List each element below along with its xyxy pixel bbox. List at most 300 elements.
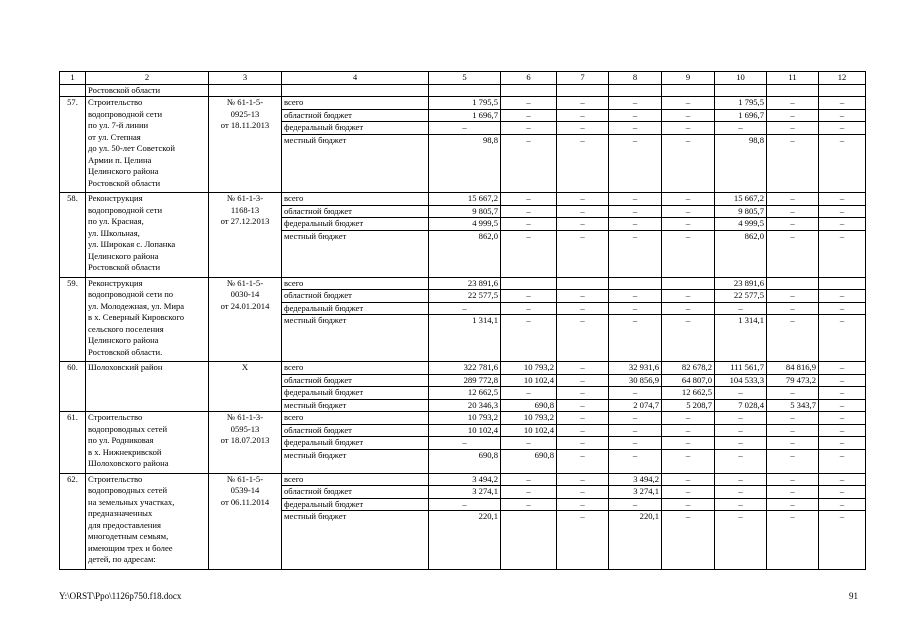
- document-ref: [209, 473, 282, 569]
- amount-cell: –: [501, 205, 557, 218]
- amount-cell: –: [819, 109, 866, 122]
- header-cell: 10: [715, 72, 767, 85]
- amount-cell: –: [819, 449, 866, 473]
- amount-cell: –: [429, 498, 501, 511]
- object-name-line: многодетным семьям,: [88, 531, 169, 541]
- table-row: [60, 193, 866, 206]
- amount-cell: –: [715, 498, 767, 511]
- amount-cell: –: [767, 134, 819, 193]
- amount-cell: –: [609, 109, 662, 122]
- amount-cell: –: [715, 302, 767, 315]
- row-number: 60.: [60, 362, 86, 412]
- amount-cell: –: [557, 109, 609, 122]
- amount-cell: 3 494,2: [429, 473, 501, 486]
- amount-cell: [819, 277, 866, 290]
- amount-cell: –: [609, 315, 662, 362]
- amount-cell: 64 807,0: [662, 374, 715, 387]
- amount-cell: –: [609, 387, 662, 400]
- amount-cell: 98,8: [429, 134, 501, 193]
- amount-cell: 10 793,2: [501, 362, 557, 375]
- row-number: 58.: [60, 193, 86, 278]
- document-ref-line: № 61-1-5-: [226, 277, 264, 288]
- object-name-line: сельского поселения: [88, 323, 164, 334]
- amount-cell: –: [609, 290, 662, 303]
- amount-cell: –: [557, 486, 609, 499]
- table-row: [60, 97, 866, 110]
- amount-cell: –: [557, 315, 609, 362]
- amount-cell: –: [767, 218, 819, 231]
- funding-source: местный бюджет: [282, 511, 429, 570]
- amount-cell: –: [715, 449, 767, 473]
- amount-cell: –: [662, 109, 715, 122]
- amount-cell: –: [767, 511, 819, 570]
- footer-page-number: 91: [849, 591, 858, 601]
- amount-cell: 10 793,2: [501, 412, 557, 425]
- amount-cell: –: [819, 302, 866, 315]
- document-ref: [209, 193, 282, 278]
- document-ref: [209, 277, 282, 362]
- header-cell: 12: [819, 72, 866, 85]
- table-row: [60, 412, 866, 425]
- amount-cell: –: [609, 498, 662, 511]
- document-ref-line: № 61-1-3-: [226, 412, 264, 422]
- amount-cell: 10 102,4: [501, 374, 557, 387]
- amount-cell: 690,8: [501, 449, 557, 473]
- document-ref-line: 1168-13: [230, 204, 260, 215]
- amount-cell: –: [501, 290, 557, 303]
- amount-cell: –: [662, 449, 715, 473]
- amount-cell: –: [557, 449, 609, 473]
- amount-cell: –: [501, 97, 557, 110]
- amount-cell: –: [715, 387, 767, 400]
- document-ref-line: от 06.11.2014: [220, 496, 270, 507]
- amount-cell: –: [662, 315, 715, 362]
- object-name-line: по ул. 7-й линии: [88, 120, 149, 130]
- document-ref-line: от 27.12.2013: [220, 216, 270, 226]
- amount-cell: 1 795,5: [715, 97, 767, 110]
- amount-cell: 862,0: [429, 230, 501, 277]
- document-ref: [209, 362, 282, 412]
- header-cell: 2: [86, 72, 209, 85]
- amount-cell: –: [767, 122, 819, 135]
- object-name: [86, 193, 209, 278]
- amount-cell: –: [557, 424, 609, 437]
- amount-cell: 23 891,6: [715, 277, 767, 290]
- amount-cell: –: [557, 498, 609, 511]
- document-ref-line: Х: [241, 362, 249, 372]
- object-name-line: Шолоховский район: [88, 362, 163, 372]
- amount-cell: 690,8: [501, 399, 557, 412]
- amount-cell: –: [501, 473, 557, 486]
- amount-cell: –: [715, 437, 767, 450]
- object-name: [86, 362, 209, 412]
- amount-cell: 322 781,6: [429, 362, 501, 375]
- amount-cell: 220,1: [609, 511, 662, 570]
- amount-cell: –: [557, 302, 609, 315]
- amount-cell: –: [819, 412, 866, 425]
- amount-cell: 220,1: [429, 511, 501, 570]
- amount-cell: –: [819, 134, 866, 193]
- object-name-line: на земельных участках,: [88, 496, 175, 507]
- amount-cell: –: [715, 122, 767, 135]
- amount-cell: –: [662, 486, 715, 499]
- amount-cell: –: [609, 205, 662, 218]
- amount-cell: –: [662, 134, 715, 193]
- amount-cell: –: [767, 498, 819, 511]
- amount-cell: –: [767, 97, 819, 110]
- amount-cell: 104 533,3: [715, 374, 767, 387]
- funding-source: всего: [282, 473, 429, 486]
- amount-cell: –: [609, 449, 662, 473]
- funding-source: местный бюджет: [282, 449, 429, 473]
- object-name-line: Реконструкция: [88, 277, 143, 288]
- document-ref-line: от 18.07.2013: [220, 435, 270, 445]
- amount-cell: –: [767, 290, 819, 303]
- object-name-line: Целинского района: [88, 335, 159, 345]
- amount-cell: –: [609, 302, 662, 315]
- amount-cell: –: [819, 290, 866, 303]
- table-row: [60, 362, 866, 375]
- amount-cell: –: [501, 109, 557, 122]
- amount-cell: 5 208,7: [662, 399, 715, 412]
- amount-cell: –: [819, 362, 866, 375]
- amount-cell: [662, 277, 715, 290]
- document-ref-line: 0925-13: [230, 108, 260, 119]
- funding-source: федеральный бюджет: [282, 122, 429, 135]
- amount-cell: 10 102,4: [501, 424, 557, 437]
- continuation-row: [60, 84, 866, 97]
- funding-source: областной бюджет: [282, 205, 429, 218]
- header-cell: 4: [282, 72, 429, 85]
- amount-cell: –: [767, 302, 819, 315]
- amount-cell: –: [609, 97, 662, 110]
- funding-source: всего: [282, 193, 429, 206]
- amount-cell: –: [662, 230, 715, 277]
- header-cell: 9: [662, 72, 715, 85]
- amount-cell: 30 856,9: [609, 374, 662, 387]
- amount-cell: –: [819, 511, 866, 570]
- amount-cell: [609, 277, 662, 290]
- object-name-line: ул. Молодежная, ул. Мира: [88, 300, 185, 311]
- object-name-line: Строительство: [88, 97, 143, 107]
- amount-cell: 32 931,6: [609, 362, 662, 375]
- document-ref-line: № 61-1-5-: [226, 97, 264, 107]
- amount-cell: –: [662, 424, 715, 437]
- amount-cell: –: [767, 205, 819, 218]
- amount-cell: 9 805,7: [429, 205, 501, 218]
- amount-cell: –: [662, 290, 715, 303]
- object-name-line: Ростовской области.: [88, 346, 163, 357]
- amount-cell: –: [557, 374, 609, 387]
- header-cell: 8: [609, 72, 662, 85]
- amount-cell: –: [501, 437, 557, 450]
- amount-cell: –: [662, 511, 715, 570]
- amount-cell: –: [429, 302, 501, 315]
- funding-source: всего: [282, 362, 429, 375]
- object-name-line: от ул. Степная: [88, 131, 141, 142]
- amount-cell: –: [662, 302, 715, 315]
- amount-cell: 22 577,5: [429, 290, 501, 303]
- amount-cell: 10 793,2: [429, 412, 501, 425]
- object-name-line: ул. Широкая с. Лопанка: [88, 239, 176, 249]
- amount-cell: 12 662,5: [429, 387, 501, 400]
- amount-cell: 98,8: [715, 134, 767, 193]
- row-number: 57.: [60, 97, 86, 193]
- amount-cell: 1 696,7: [715, 109, 767, 122]
- amount-cell: 1 795,5: [429, 97, 501, 110]
- amount-cell: –: [662, 412, 715, 425]
- amount-cell: –: [501, 387, 557, 400]
- funding-source: федеральный бюджет: [282, 302, 429, 315]
- amount-cell: [501, 511, 557, 570]
- document-ref-line: 0030-14: [230, 289, 260, 299]
- object-name-line: ул. Школьная,: [88, 227, 140, 238]
- amount-cell: –: [429, 122, 501, 135]
- amount-cell: –: [557, 511, 609, 570]
- funding-source: областной бюджет: [282, 486, 429, 499]
- amount-cell: –: [501, 193, 557, 206]
- object-name-line: по ул. Красная,: [88, 216, 144, 226]
- document-ref: [209, 412, 282, 474]
- amount-cell: –: [609, 230, 662, 277]
- amount-cell: –: [557, 193, 609, 206]
- document-ref-line: № 61-1-3-: [226, 193, 264, 203]
- object-name-line: в х. Северный Кировского: [88, 312, 185, 322]
- amount-cell: 84 816,9: [767, 362, 819, 375]
- amount-cell: –: [501, 302, 557, 315]
- amount-cell: –: [662, 205, 715, 218]
- object-name-line: Строительство: [88, 473, 143, 484]
- amount-cell: 79 473,2: [767, 374, 819, 387]
- amount-cell: 15 667,2: [715, 193, 767, 206]
- amount-cell: –: [767, 193, 819, 206]
- amount-cell: 3 494,2: [609, 473, 662, 486]
- header-row: [60, 72, 866, 85]
- amount-cell: –: [662, 498, 715, 511]
- object-name: [86, 97, 209, 193]
- amount-cell: 82 678,2: [662, 362, 715, 375]
- amount-cell: –: [662, 473, 715, 486]
- funding-source: областной бюджет: [282, 374, 429, 387]
- header-cell: 3: [209, 72, 282, 85]
- amount-cell: 22 577,5: [715, 290, 767, 303]
- amount-cell: –: [819, 122, 866, 135]
- document-ref-line: 0539-14: [230, 485, 260, 495]
- amount-cell: 1 696,7: [429, 109, 501, 122]
- object-name-line: до ул. 50-лет Советской: [88, 143, 175, 153]
- footer-file-path: Y:\ORST\Ppo\1126p750.f18.docx: [59, 591, 182, 601]
- amount-cell: –: [429, 437, 501, 450]
- object-name-line: Армии п. Целина: [88, 154, 152, 165]
- budget-table: [59, 71, 866, 570]
- funding-source: всего: [282, 97, 429, 110]
- object-name-line: по ул. Родниковая: [88, 435, 154, 445]
- amount-cell: –: [557, 230, 609, 277]
- object-name-line: Ростовской области: [88, 262, 161, 272]
- document-ref: [209, 97, 282, 193]
- amount-cell: –: [662, 437, 715, 450]
- amount-cell: 15 667,2: [429, 193, 501, 206]
- amount-cell: [557, 277, 609, 290]
- document-ref-line: № 61-1-5-: [226, 473, 264, 484]
- amount-cell: –: [501, 315, 557, 362]
- amount-cell: –: [819, 399, 866, 412]
- amount-cell: –: [501, 218, 557, 231]
- amount-cell: –: [819, 97, 866, 110]
- amount-cell: –: [715, 473, 767, 486]
- object-name-line: Ростовской области: [88, 177, 161, 188]
- amount-cell: –: [609, 412, 662, 425]
- object-name-line: водопроводной сети: [88, 108, 163, 119]
- amount-cell: –: [501, 134, 557, 193]
- object-name: [86, 412, 209, 474]
- amount-cell: –: [715, 486, 767, 499]
- amount-cell: –: [767, 486, 819, 499]
- amount-cell: –: [819, 424, 866, 437]
- amount-cell: –: [767, 412, 819, 425]
- row-number: 61.: [60, 412, 86, 474]
- object-name-line: в х. Нижнекривской: [88, 446, 162, 457]
- amount-cell: –: [557, 290, 609, 303]
- document-ref-line: от 24.01.2014: [220, 300, 270, 311]
- amount-cell: –: [767, 230, 819, 277]
- amount-cell: –: [662, 122, 715, 135]
- continuation-text: Ростовской области: [86, 84, 209, 97]
- amount-cell: –: [557, 218, 609, 231]
- funding-source: областной бюджет: [282, 109, 429, 122]
- amount-cell: 3 274,1: [609, 486, 662, 499]
- amount-cell: 690,8: [429, 449, 501, 473]
- amount-cell: –: [767, 449, 819, 473]
- object-name-line: Строительство: [88, 412, 143, 422]
- amount-cell: –: [609, 193, 662, 206]
- amount-cell: 4 999,5: [429, 218, 501, 231]
- object-name-line: предназначенных: [88, 508, 153, 518]
- amount-cell: 20 346,3: [429, 399, 501, 412]
- amount-cell: –: [819, 193, 866, 206]
- amount-cell: –: [715, 424, 767, 437]
- amount-cell: –: [501, 498, 557, 511]
- amount-cell: 3 274,1: [429, 486, 501, 499]
- funding-source: федеральный бюджет: [282, 387, 429, 400]
- amount-cell: –: [557, 473, 609, 486]
- header-cell: 5: [429, 72, 501, 85]
- amount-cell: –: [767, 109, 819, 122]
- funding-source: местный бюджет: [282, 230, 429, 277]
- amount-cell: 4 999,5: [715, 218, 767, 231]
- amount-cell: –: [819, 230, 866, 277]
- object-name-line: детей, по адресам:: [88, 554, 156, 564]
- table-row: [60, 277, 866, 290]
- table-row: [60, 473, 866, 486]
- amount-cell: [767, 277, 819, 290]
- funding-source: федеральный бюджет: [282, 498, 429, 511]
- object-name-line: водопроводной сети: [88, 204, 163, 215]
- object-name-line: водопроводных сетей: [88, 485, 168, 495]
- object-name-line: имеющим трех и более: [88, 542, 173, 553]
- object-name-line: Целинского района: [88, 166, 159, 176]
- amount-cell: –: [819, 315, 866, 362]
- amount-cell: –: [819, 437, 866, 450]
- amount-cell: –: [557, 412, 609, 425]
- funding-source: федеральный бюджет: [282, 437, 429, 450]
- funding-source: местный бюджет: [282, 315, 429, 362]
- amount-cell: –: [557, 437, 609, 450]
- funding-source: местный бюджет: [282, 399, 429, 412]
- amount-cell: –: [819, 387, 866, 400]
- amount-cell: –: [767, 473, 819, 486]
- row-number: 59.: [60, 277, 86, 362]
- amount-cell: –: [557, 362, 609, 375]
- amount-cell: –: [609, 424, 662, 437]
- amount-cell: –: [767, 315, 819, 362]
- amount-cell: –: [557, 205, 609, 218]
- amount-cell: 2 074,7: [609, 399, 662, 412]
- amount-cell: –: [819, 473, 866, 486]
- amount-cell: –: [557, 134, 609, 193]
- amount-cell: 23 891,6: [429, 277, 501, 290]
- funding-source: областной бюджет: [282, 424, 429, 437]
- funding-source: местный бюджет: [282, 134, 429, 193]
- amount-cell: 10 102,4: [429, 424, 501, 437]
- amount-cell: –: [662, 218, 715, 231]
- amount-cell: –: [609, 122, 662, 135]
- funding-source: федеральный бюджет: [282, 218, 429, 231]
- amount-cell: 1 314,1: [429, 315, 501, 362]
- document-ref-line: от 18.11.2013: [220, 120, 270, 130]
- amount-cell: –: [557, 399, 609, 412]
- amount-cell: 9 805,7: [715, 205, 767, 218]
- amount-cell: –: [819, 486, 866, 499]
- object-name: [86, 277, 209, 362]
- amount-cell: –: [715, 412, 767, 425]
- funding-source: всего: [282, 412, 429, 425]
- amount-cell: –: [715, 511, 767, 570]
- document-ref-line: 0595-13: [230, 423, 260, 434]
- amount-cell: –: [557, 122, 609, 135]
- amount-cell: –: [767, 437, 819, 450]
- amount-cell: –: [501, 486, 557, 499]
- amount-cell: –: [557, 97, 609, 110]
- amount-cell: [501, 277, 557, 290]
- amount-cell: –: [557, 387, 609, 400]
- row-number: 62.: [60, 473, 86, 569]
- header-cell: 11: [767, 72, 819, 85]
- object-name-line: водопроводных сетей: [88, 423, 168, 434]
- object-name-line: водопроводной сети по: [88, 289, 174, 299]
- amount-cell: 1 314,1: [715, 315, 767, 362]
- amount-cell: 7 028,4: [715, 399, 767, 412]
- header-cell: 1: [60, 72, 86, 85]
- amount-cell: 5 343,7: [767, 399, 819, 412]
- amount-cell: –: [819, 374, 866, 387]
- amount-cell: –: [819, 218, 866, 231]
- amount-cell: –: [501, 122, 557, 135]
- amount-cell: –: [767, 424, 819, 437]
- amount-cell: –: [501, 230, 557, 277]
- object-name-line: для предоставления: [88, 519, 161, 530]
- amount-cell: –: [662, 193, 715, 206]
- amount-cell: –: [609, 437, 662, 450]
- header-cell: 6: [501, 72, 557, 85]
- amount-cell: 111 561,7: [715, 362, 767, 375]
- amount-cell: –: [819, 205, 866, 218]
- amount-cell: –: [609, 134, 662, 193]
- funding-source: всего: [282, 277, 429, 290]
- object-name-line: Шолоховского района: [88, 458, 169, 468]
- header-cell: 7: [557, 72, 609, 85]
- amount-cell: 289 772,8: [429, 374, 501, 387]
